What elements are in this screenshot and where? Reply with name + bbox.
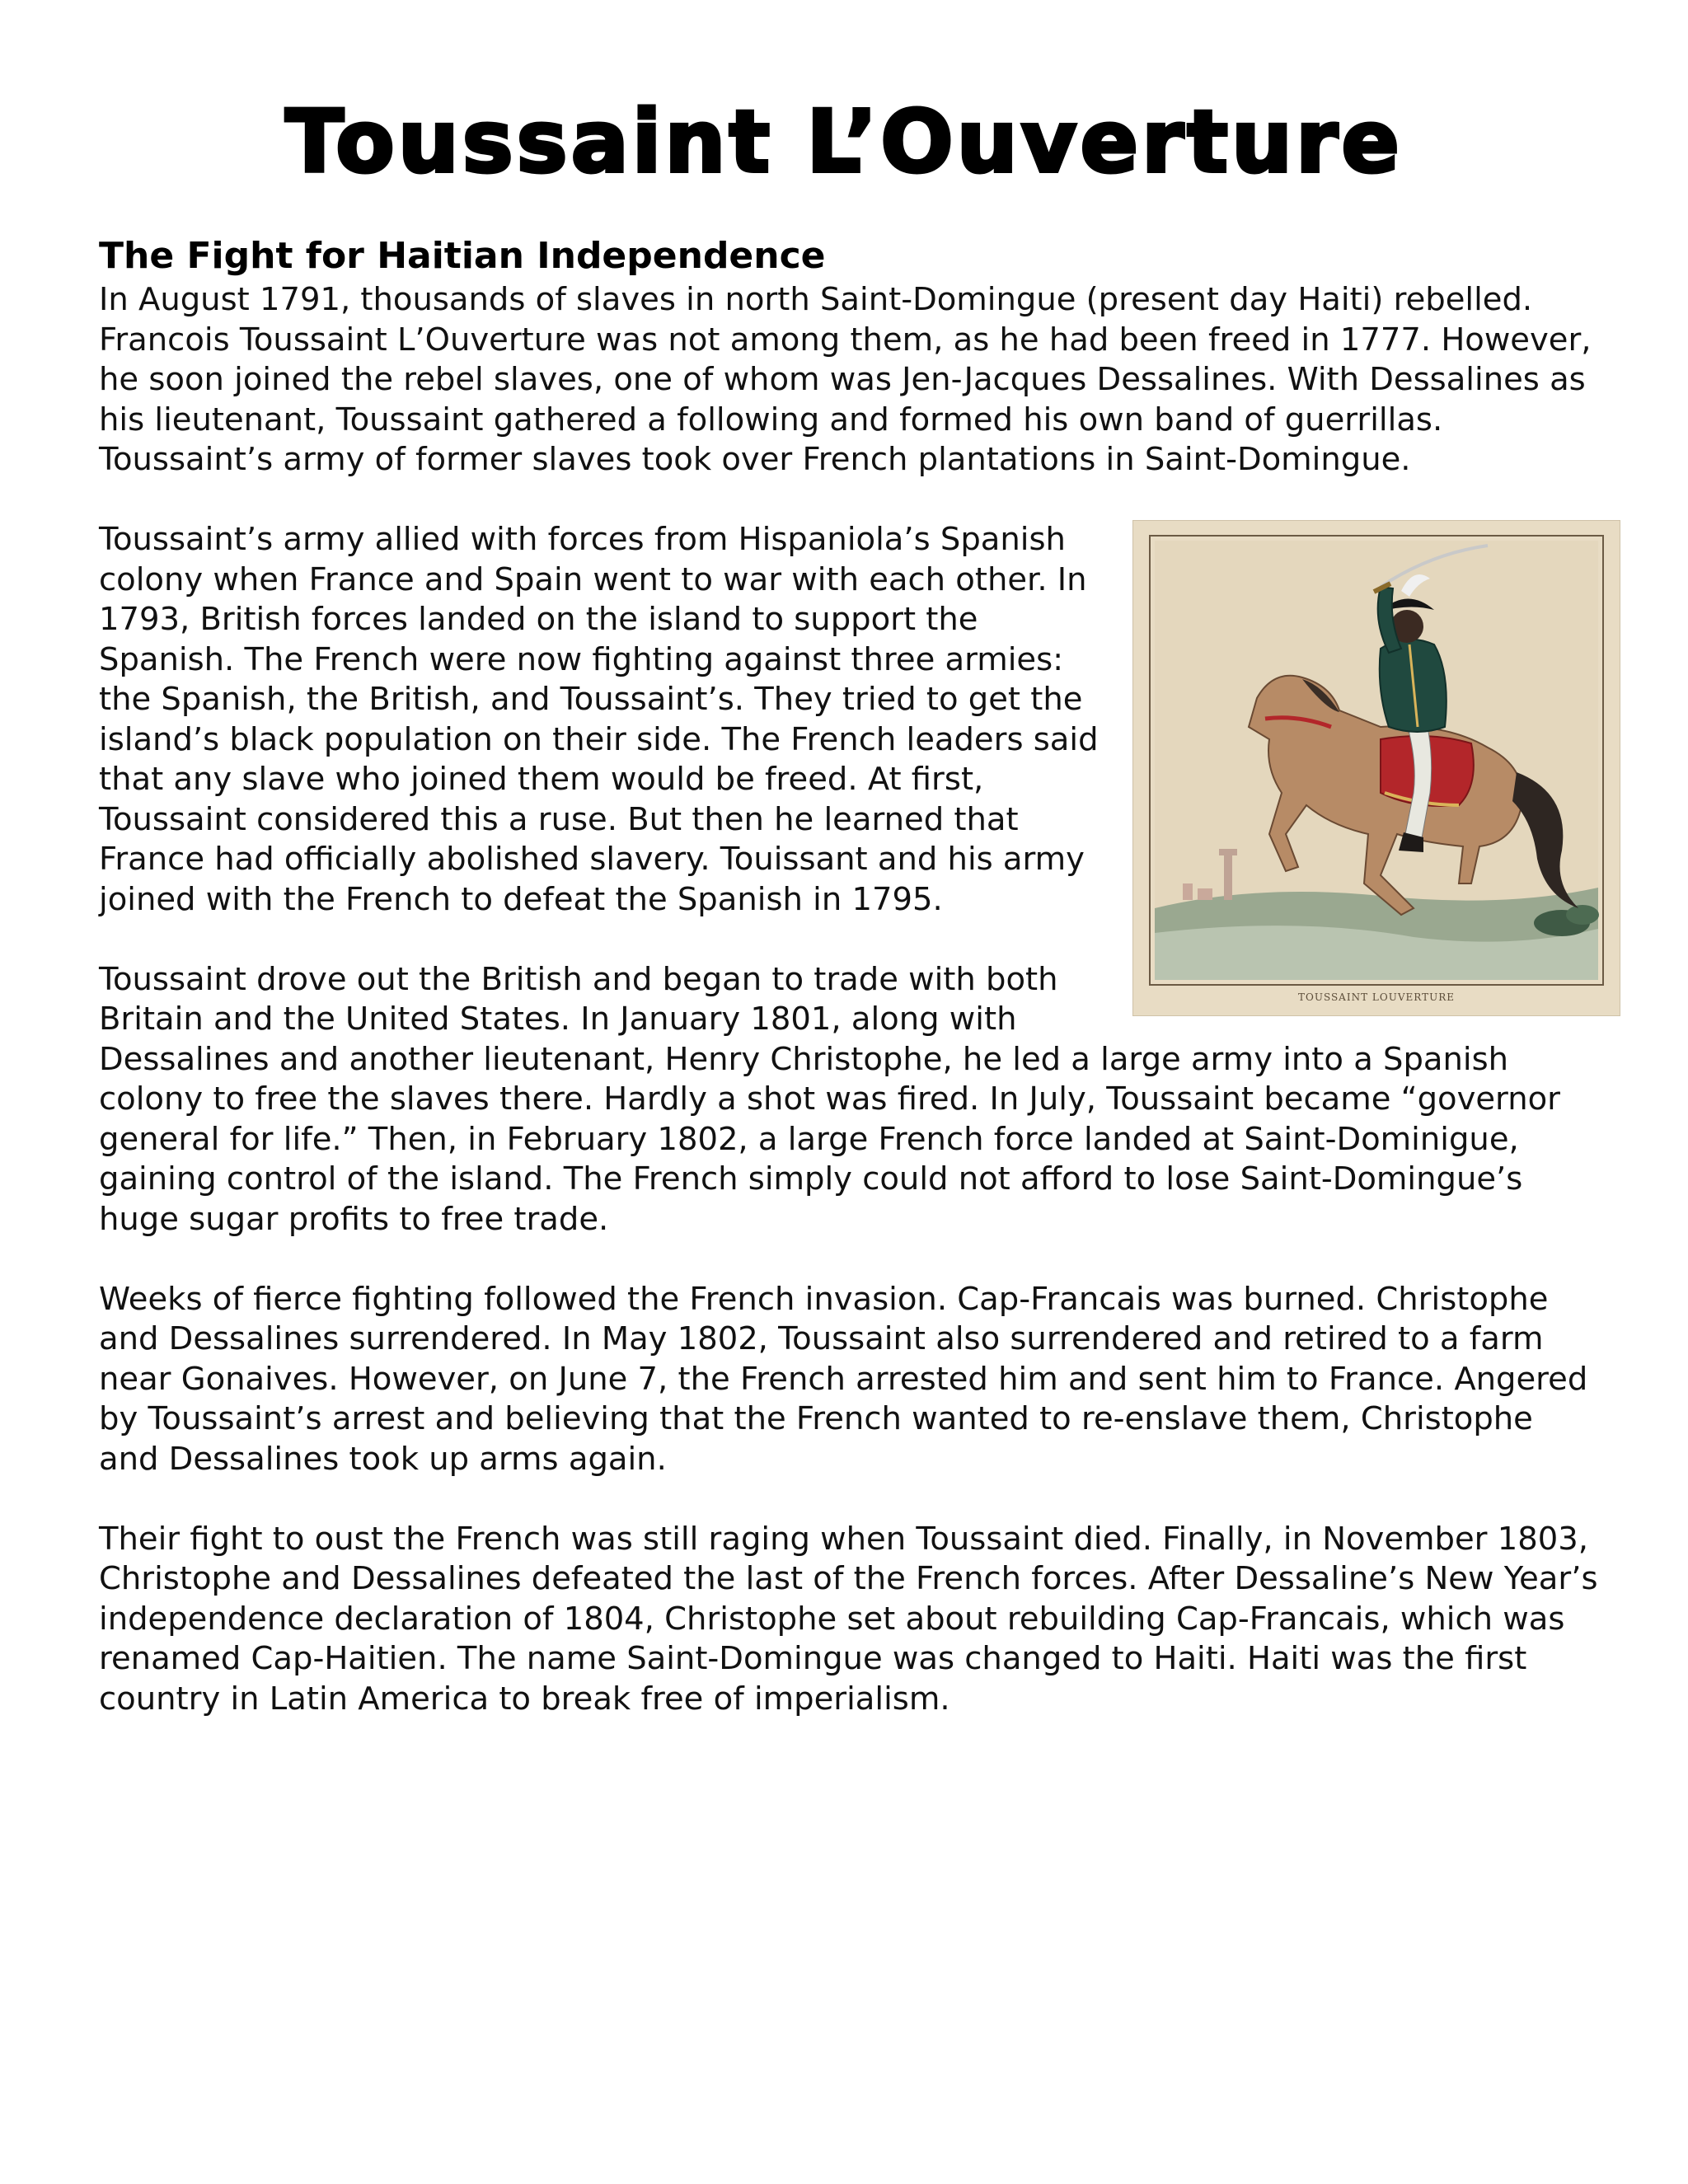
paragraph-2: Toussaint’s army allied with forces from Hispaniola’s Spanish colony when France and Spain went to war with each other. In 1793, British forces landed on the island to support the Spanish. The French were now fighting against three armies: the Spanish, the British, and Toussaint’s. They tried to get the island’s black population on their side. The French leaders said that any slave who joined them would be freed. At first, Toussaint considered this a ruse. But then he learned that France had officially abolished slavery. Touissant and his army joined with the French to defeat the Spanish in 1795.	[99, 521, 1099, 918]
equestrian-portrait-icon	[1133, 521, 1620, 1015]
section-heading: The Fight for Haitian Independence	[99, 235, 826, 277]
page-title: Toussaint L’Ouverture	[285, 91, 1403, 192]
toussaint-portrait-image	[1132, 520, 1620, 1016]
article-body	[99, 232, 1599, 1760]
paragraph-4: Weeks of fierce fighting followed the French invasion. Cap-Francais was burned. Christophe and Dessalines surrendered. In May 1802, Toussaint also surrendered and retired to a farm near Gonaives. However, on June 7, the French arrested him and sent him to France. Angered by Toussaint’s arrest and believing that the French wanted to re-enslave them, Christophe and Dessalines took up arms again.	[99, 1280, 1588, 1478]
paragraph-3: Toussaint drove out the British and began to trade with both Britain and the United States. In January 1801, along with Dessalines and another lieutenant, Henry Christophe, he led a large army into a Spanish colony to free the slaves there. Hardly a shot was fired. In July, Toussaint became “governor general for life.” Then, in February 1802, a large French force landed at Saint-Dominigue, gaining control of the island. The French simply could not afford to lose Saint-Domingue’s huge sugar profits to free trade.	[99, 960, 1560, 1238]
portrait-caption: TOUSSAINT LOUVERTURE	[1298, 991, 1455, 1003]
paragraph-5: Their fight to oust the French was still raging when Toussaint died. Finally, in November 1803, Christophe and Dessalines defeated the last of the French forces. After Dessaline’s New Year’s independence declaration of 1804, Christophe set about rebuilding Cap-Francais, which was renamed Cap-Haitien. The name Saint-Domingue was changed to Haiti. Haiti was the first country in Latin America to break free of imperialism.	[99, 1520, 1598, 1718]
paragraph-1: In August 1791, thousands of slaves in north Saint-Domingue (present day Haiti) rebelled. Francois Toussaint L’Ouverture was not among them, as he had been freed in 1777. However, he soon joined the rebel slaves, one of whom was Jen-Jacques Dessalines. With Dessalines as his lieutenant, Toussaint gathered a following and formed his own band of guerrillas. Toussaint’s army of former slaves took over French plantations in Saint-Domingue.	[99, 281, 1592, 478]
